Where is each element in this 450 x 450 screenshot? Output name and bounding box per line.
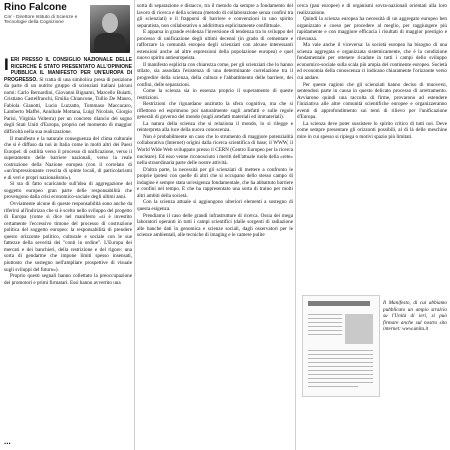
paragraph: sorta di separazione e distacco, tra il metodo da sempre a fondamento del lavoro di ricerca e della scienza (metodo di collaborazione senza confini tra gli scienziati) e il frapporsi di barriere e convenzioni in uno spirito separatista, non collaborativo o addirittura esplicitamente conflittuale. xyxy=(137,3,293,29)
paragraph: Il manifesto e la naturale conseguenza del clima culturale che si è diffuso da noi in Italia come in molti altri dei Paesi Europei: di ostilità verso il processo di unificazione, verso il superamento delle barriere nazionali, verso la reale costruzione della Nazione europea (con il correlato di «un'impressionante crescita di spinte locali, di particolarismi e di veri e propri nazionalismi»). xyxy=(4,135,132,181)
thumbnail-line xyxy=(308,382,373,383)
thumbnail-line xyxy=(308,322,342,323)
paragraph: Proprio questi segnali hanno collettato la preoccupazione dei promotori e primi firmatari. Essi hanno avvertito una xyxy=(4,273,132,286)
thumbnail-line xyxy=(308,386,358,387)
thumbnail-line xyxy=(308,378,373,379)
paragraph: cerca (pan europee) e di organismi sovra-nazionali orientati alla loro realizzazione. xyxy=(297,3,447,16)
thumbnail-image xyxy=(345,314,373,344)
thumbnail-line xyxy=(308,358,373,359)
paragraph: La natura della scienza che si relaziona il mondo, lo si rilegge e reinterpreta alla luce della nuova conoscenza. xyxy=(137,120,293,134)
thumbnail-headline xyxy=(308,301,370,306)
column-3 xyxy=(297,3,447,140)
thumbnail-line xyxy=(308,326,342,327)
continuation-marker: ... xyxy=(4,437,11,446)
thumbnail-line xyxy=(308,374,373,375)
author-name: Rino Falcone xyxy=(4,2,67,13)
thumbnail-line xyxy=(308,350,373,351)
dropcap: I xyxy=(4,55,9,74)
thumbnail-line xyxy=(308,362,373,363)
column-rule xyxy=(295,0,296,450)
author-photo xyxy=(90,5,130,53)
column-2 xyxy=(137,3,293,239)
paragraph: Si sta di fatto scaricando sull'idea di aggregazione del soggetto europeo gran parte delle responsabilità che provengono dalla crisi economico-sociale degli ultimi anni. xyxy=(4,181,132,201)
paragraph: D'altra parte, la necessità per gli scienziati di mettere a confronto le proprie ipotesi con quelle di altri che si occupano dello stesso campo di indagine è sempre stata un'esigenza fondamentale, che ha abbattuto barriere e confini nel tempo. E che ha rappresentato una sorta di traino per molti altri ambiti della società. xyxy=(137,166,293,199)
paragraph: Prendiamo il caso delle grandi infrastrutture di ricerca. Ossia dei mega laboratori operanti in tutti i campi scientifici (dalle sorgenti di radiazione alle banche dati in genomica e scienze sociali, dagli osservatori per le scienze ambientali, alle tecniche di imaging e le camere pulite xyxy=(137,212,293,239)
thumbnail-line xyxy=(308,370,373,371)
newspaper-thumbnail xyxy=(302,295,380,397)
author-body xyxy=(94,33,126,53)
paragraph: Non è probabilmente un caso che lo strumento di maggiore potenzialità collaborativa (Internet) origini dalla ricerca scientifica di base; il WWW, il World Wide Web sviluppato presso il CERN (Centro Europeo per la ricerca nucleare). Ed esso venne riconosciuto i meriti dell'attuale ruolo della «rete» nella straordinaria parte delle nostre attività. xyxy=(137,133,293,167)
paragraph: Ovviamente alcune di queste responsabilità sono anche da riferirsi all'indirizzo che si è scelto nello sviluppo del progetto di Europa (come si dice nel manifesto «si è investito certamente l'eccessivo timone del processo di costruzione politica del soggetto europeo: la responsabilità di prendere questo orizzonte politico, culturale e sociale con le sue fattezze della severità dei "conti in ordine". L'Europa dei mercati e dei banchieri, della restrizione e del rigore: una sorta di gendarme che impone limiti spesso insensati, piuttosto che sostegno nell'ampliare prospettive di visuale sugli sviluppi del futuro»). xyxy=(4,201,132,273)
paragraph: Restrizioni che riguardano anzitutto la sfera cognitiva, ma che si riflettono ed esprimono poi naturalmente sugli artefatti e sulle regole generali di governo del mondo (sugli artefatti materiali ed immateriali). xyxy=(137,101,293,121)
paragraph: Quindi la scienza europea ha necessità di un aggregato europeo ben organizzato e coeso per procedere al meglio, per raggiungere più rapidamente e con maggiore efficacia i risultati di maggior prestigio e rilevanza. xyxy=(297,16,447,42)
lead-strong: ERI PRESSO IL CONSIGLIO NAZIONALE DELLE RICERCHE È STATO PRESENTATO ALL'OPINIONE PUBBLICA IL MANIFESTO PER UN'EUROPA DI PROGRESSO. xyxy=(4,57,132,83)
paragraph: Con la scienza attuale si aggiungono ulteriori elementi a sostegno di questa esigenza. xyxy=(137,199,293,212)
lead-paragraph xyxy=(4,57,132,136)
caption-block xyxy=(383,300,447,333)
paragraph: Come la scienza sia in essenza proprio il superamento di queste restrizioni. xyxy=(137,88,293,101)
lead-rest: Si tratta di una simbolica presa di posizione da parte di un nutrito gruppo di scienziati italiani (alcuni nomi: Carlo Bernardini, Giovanni Bignami, Marcello Buiatti, Cristiano Castelfranchi, Emilia Chiancone, Tullio De Mauro, Fabiola Gianotti, Lucio Luzzatto, Tommaso Maccacaro, Lamberto Maffei, Annibale Mottana, Luigi Nicolais, Giorgio Parisi, Virginia Volterra) per un concreto rilancio del sogno degli Stati Uniti d'Europa, proprio nel momento di maggior difficoltà nella sua realizzazione. xyxy=(4,76,132,136)
author-block xyxy=(4,3,132,53)
paragraph: La scienza deve poter sussistere lo spirito critico di tutti noi. Deve come sempre presentare gli orizzonti possibili, al di là delle meschine mire in cui spesso si ripiega o motivi spazio più limitati. xyxy=(297,120,447,140)
author-role: Cnr - Direttore Istituto di Scienze e Tecnologie della Cognizione xyxy=(4,15,78,26)
paragraph: Il manifesto esplicita con chiarezza come, per gli scienziati che lo hanno stilato, sia assodata l'esistenza di una determinante correlazione tra il progredire della scienza, della cultura e l'abbattimento delle barriere, dei confini, delle separazioni. xyxy=(137,61,293,88)
paragraph: Ma vale anche il viceversa: la società europea ha bisogno di una scienza aggregata e organizzata sistemicamente, che è la condizione fondamentale per ottenere ricadute in tutti i campi dello sviluppo economico-sociale sulla scala più ampia del continente europeo. Società ed economia della conoscenza ci indicano chiaramente l'orizzonte verso cui andare. xyxy=(297,42,447,82)
thumbnail-line xyxy=(308,334,342,335)
paragraph: Per queste ragioni che gli scienziati hanno deciso di muoversi, sentendosi parte in causa in questo delicato processo di arretramento. Avviarono quindi una raccolta di firme, provarono ad estendere l'iniziativa alle altre comunità scientifiche europee e organizzeranno eventi di approfondimento sui temi di rilievo per l'unificazione d'Europa. xyxy=(297,81,447,121)
thumbnail-line xyxy=(308,314,342,315)
thumbnail-line xyxy=(308,330,342,331)
column-rule xyxy=(134,0,135,450)
caption-text: Il Manifesto, di cui abbiamo pubblicato un ampio stralcio su l'Unità di ieri, si può firmare anche sul nostro sito internet: www.unita.it xyxy=(383,300,447,332)
thumbnail-line xyxy=(308,366,373,367)
column-1 xyxy=(4,3,132,286)
paragraph: E apparsa in grande evidenza l'inversione di tendenza tra lo sviluppo del processo di unificazione degli ultimi decenni (in grado di cementare e rafforzare la comunità europea degli scienziati con alcune interessanti estensioni anche ad altre espressioni della popolazione europea) e quel nuovo spirito antieuropeista. xyxy=(137,29,293,62)
author-face xyxy=(102,13,118,33)
thumbnail-line xyxy=(308,318,342,319)
thumbnail-line xyxy=(308,354,373,355)
